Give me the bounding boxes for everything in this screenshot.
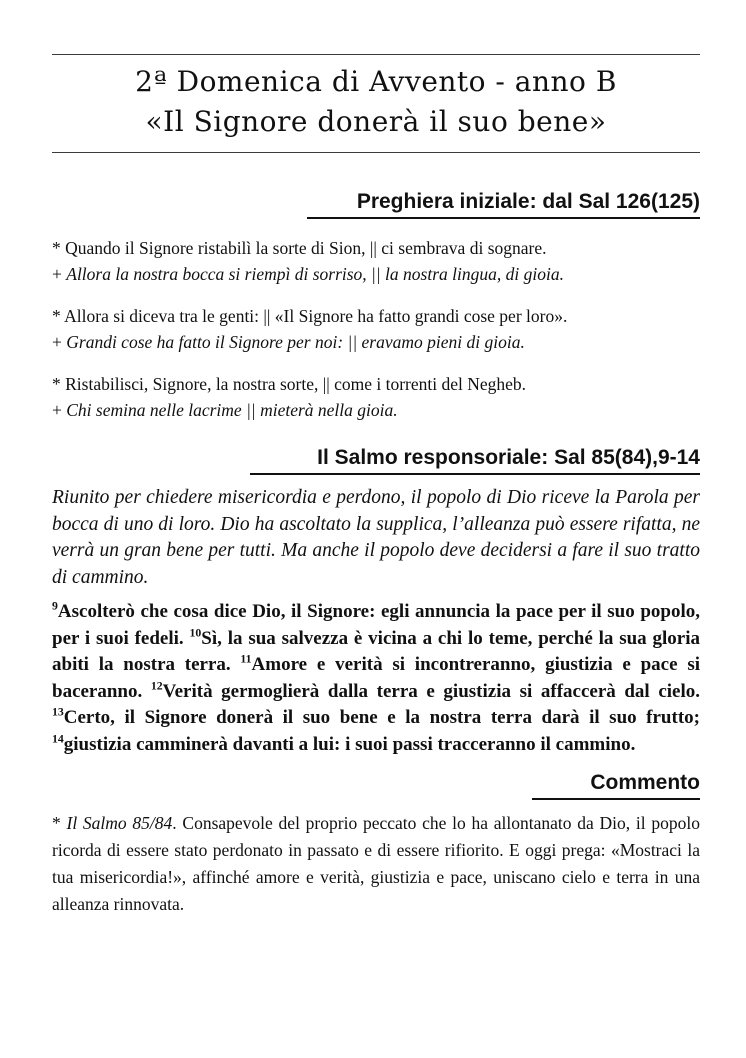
verse-number: 14 [52,732,64,746]
comment-marker: * [52,813,61,833]
verse-text: Sì, la sua salvezza è vicina a chi lo teme, perché la sua gloria abiti la nostra terra. [52,627,700,675]
verse-text: Allora si diceva tra le genti: || «Il Signore ha fatto grandi cose per loro». [64,306,568,326]
verse-number: 13 [52,705,64,719]
section-heading-commento [52,770,700,800]
verse-number: 9 [52,599,58,613]
document-title: 2ª Domenica di Avvento - anno B [135,65,617,98]
verse-text: Ascolterò che cosa dice Dio, il Signore: egli annuncia la pace per il suo popolo, per i suoi fedeli. [52,601,700,649]
commentary-paragraph [52,810,700,918]
verse-number: 12 [150,679,163,693]
verse-number: 10 [189,626,202,640]
verse-number: 11 [240,652,252,666]
psalm-couplet [52,371,700,423]
verse-text: Grandi cose ha fatto il Signore per noi: || eravamo pieni di gioia. [66,332,525,352]
section-heading-text: Preghiera iniziale: dal Sal 126(125) [307,189,700,219]
psalm-text [52,599,700,758]
verse-marker: * [52,238,61,258]
verse-marker: * [52,306,61,326]
verse-marker: + [52,400,62,420]
psalm-verse [52,261,700,287]
verse-marker: + [52,264,62,284]
section-heading-text: Il Salmo responsoriale: Sal 85(84),9-14 [250,445,700,475]
psalm-introduction: Riunito per chiedere misericordia e perdono, il popolo di Dio riceve la Parola per bocca di uno di loro. Dio ha ascoltato la supplica, l’alleanza può essere rifatta, ne verrà un gran bene per tutti. Ma anche il popolo deve decidersi a fare il suo tratto di cammino. [52,487,700,588]
title-block [52,54,700,153]
psalm-couplet [52,303,700,355]
verse-text: Quando il Signore ristabilì la sorte di Sion, || ci sembrava di sognare. [65,238,547,258]
comment-lead: Il Salmo 85/84 [66,813,173,833]
psalm-couplet [52,235,700,287]
psalm-verse [52,235,700,261]
psalm-verse [52,303,700,329]
comment-body: . Consapevole del proprio peccato che lo ha allontanato da Dio, il popolo ricorda di essere stato perdonato in passato e di essere rifiorito. E oggi prega: «Mostraci la tua misericordia!», affinché amore e verità, giustizia e pace, uniscano cielo e terra in una alleanza rinnovata. [52,813,700,914]
section-heading-salmo [52,445,700,475]
verse-text: Chi semina nelle lacrime || mieterà nella gioia. [66,400,398,420]
document-subtitle: «Il Signore donerà il suo bene» [145,105,607,138]
verse-marker: + [52,332,62,352]
verse-text: Ristabilisci, Signore, la nostra sorte, || come i torrenti del Negheb. [65,374,527,394]
verse-text: Verità germoglierà dalla terra e giustizia si affaccerà dal cielo. [162,680,700,702]
psalm-verse [52,397,700,423]
verse-text: giustizia camminerà davanti a lui: i suoi passi tracceranno il cammino. [63,733,636,755]
psalm-verse [52,329,700,355]
verse-marker: * [52,374,61,394]
verse-text: Certo, il Signore donerà il suo bene e la nostra terra darà il suo frutto; [63,707,700,728]
verse-text: Amore e verità si incontreranno, giustizia e pace si baceranno. [52,654,700,702]
section-heading-preghiera [52,189,700,219]
section-heading-text: Commento [532,770,700,800]
psalm-verse [52,371,700,397]
verse-text: Allora la nostra bocca si riempì di sorriso, || la nostra lingua, di gioia. [66,264,564,284]
